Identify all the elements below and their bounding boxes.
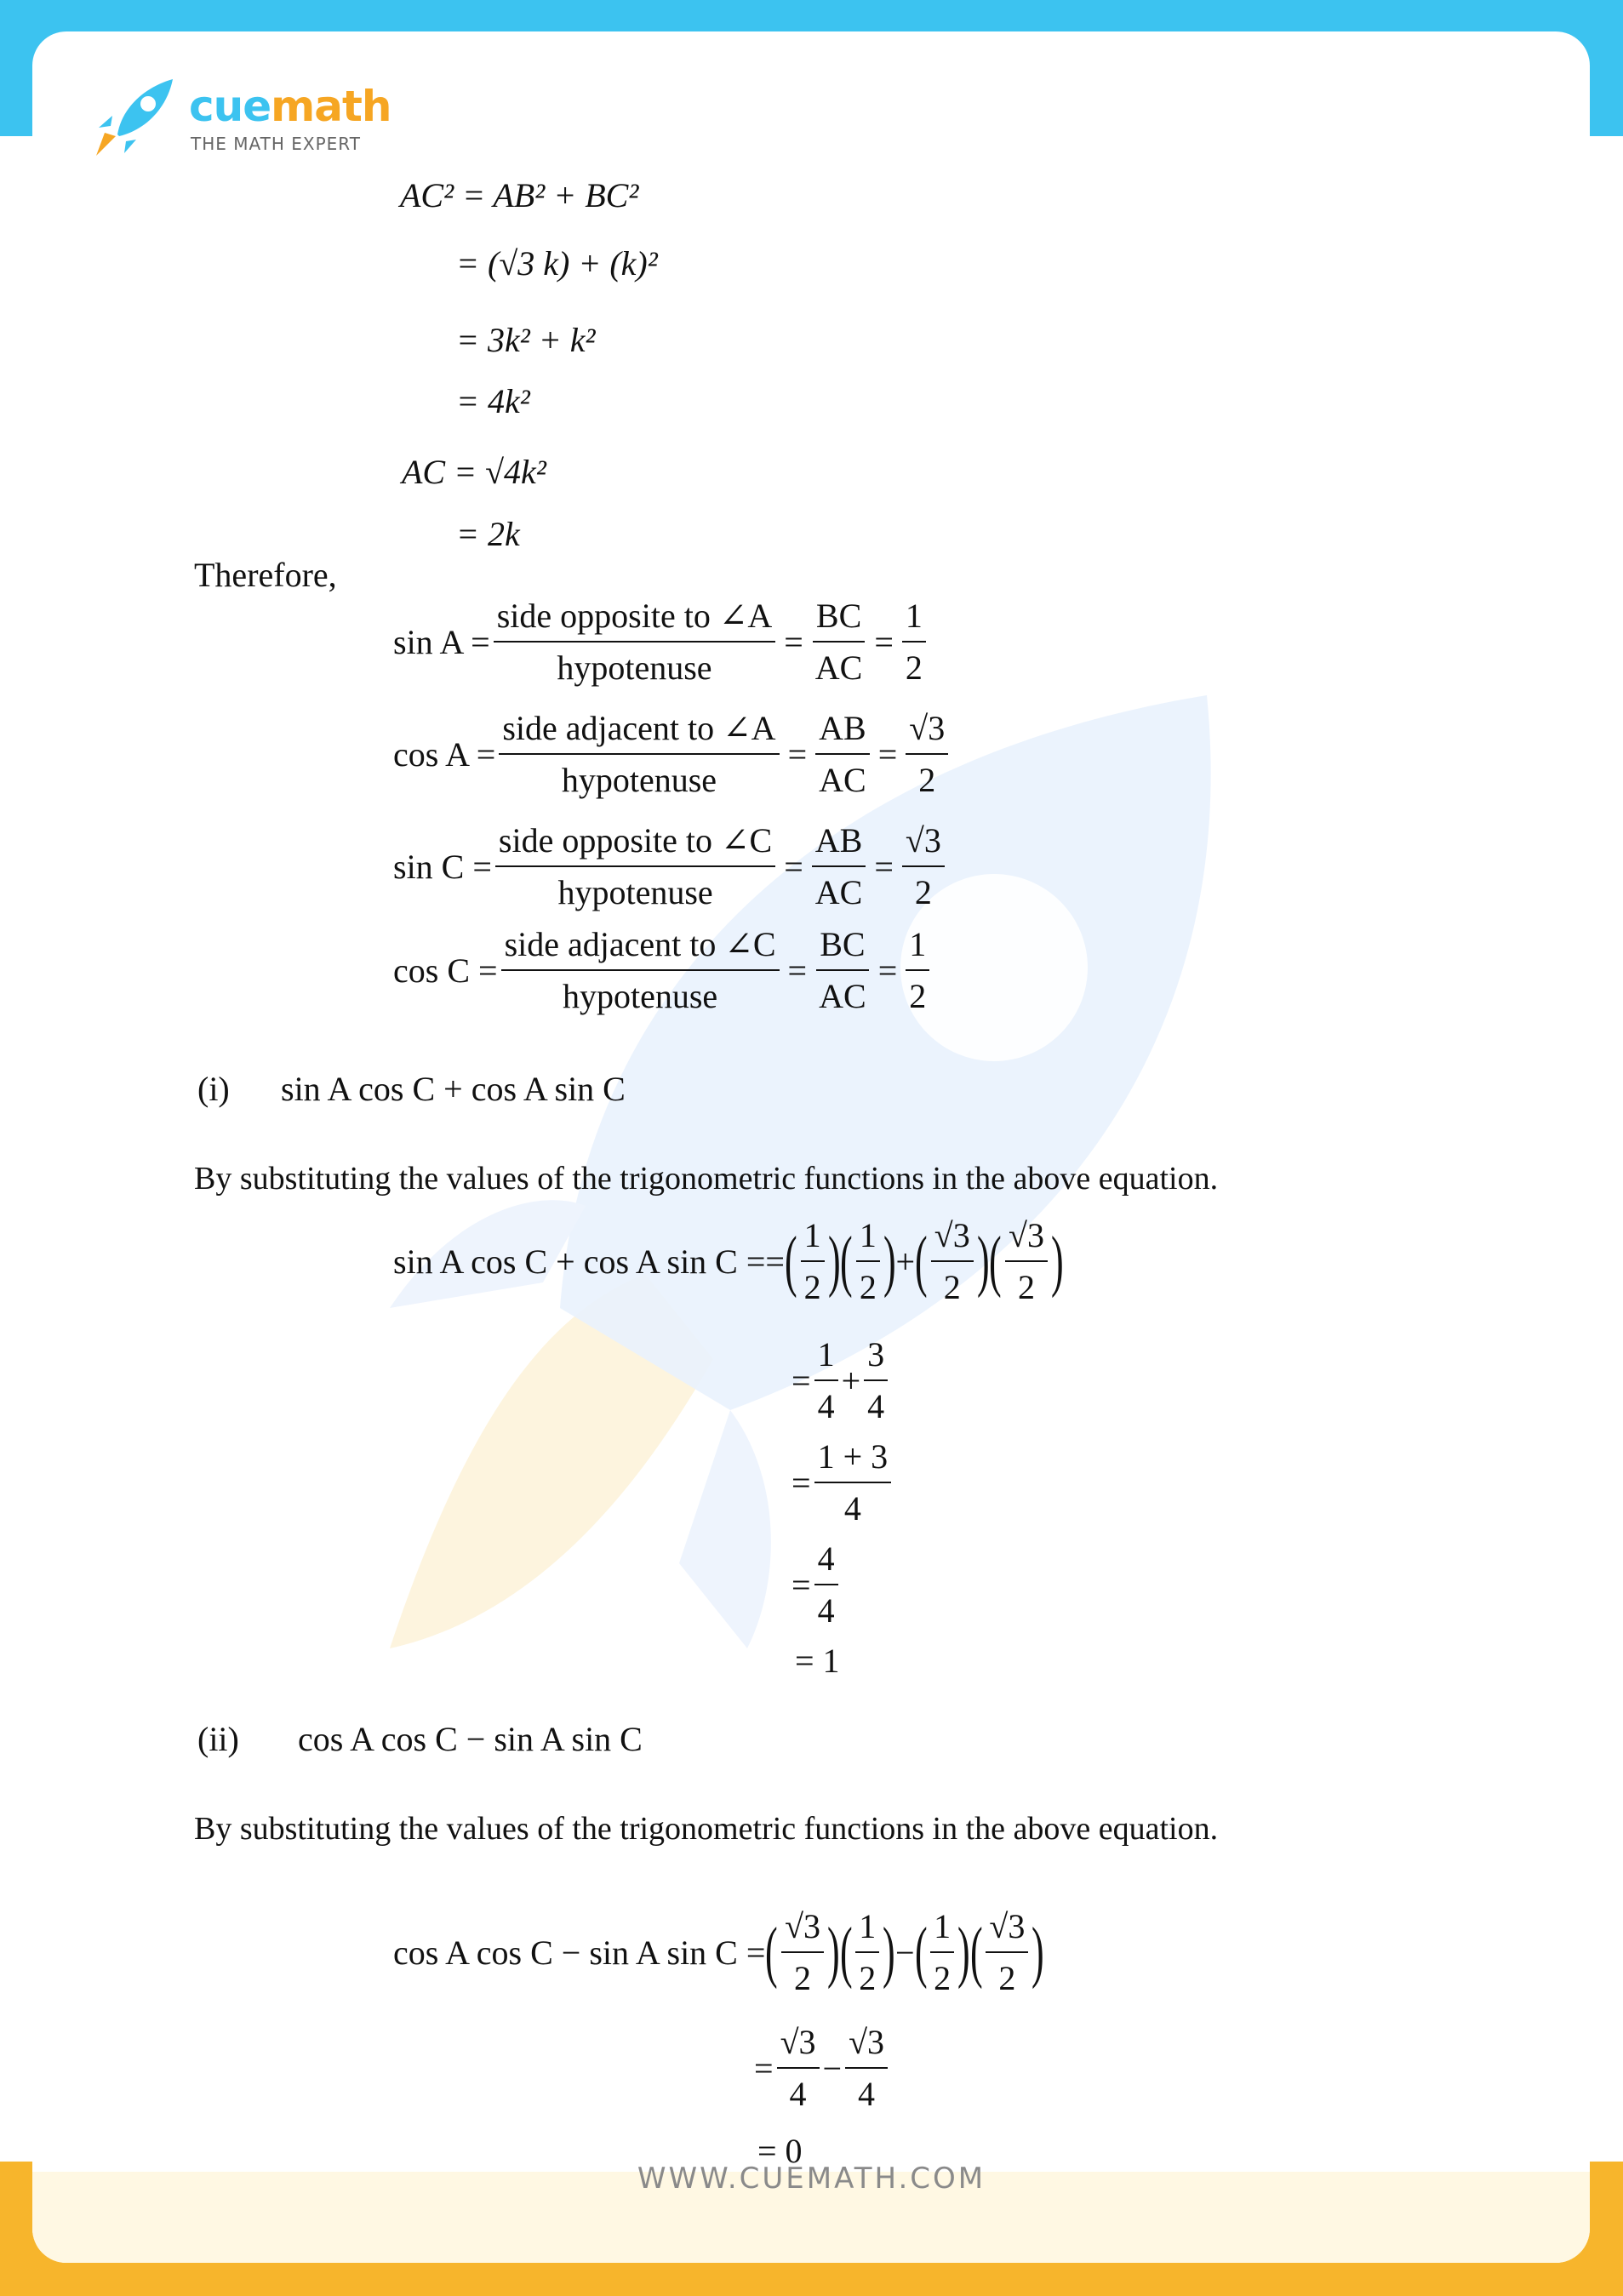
equals-sign: = (787, 734, 808, 774)
ratio-value-denominator: 2 (918, 761, 936, 799)
equals-sign: = (791, 1463, 811, 1502)
ratio-side-denominator: AC (814, 873, 863, 911)
fraction-numerator: √3 (931, 1215, 974, 1262)
part-i-substitution: sin A cos C + cos A sin C == ( $\frac{1}{2}$ ) ( $\frac{1}{2}$ ) + ( $\frac{√3}{2}$ ) ( $\frac{√3}{2}$ ) (393, 1216, 1064, 1306)
ratio-value-numerator: √3 (906, 708, 948, 755)
part-i-step-2 (791, 1334, 891, 1426)
ratio-lhs: sin C = (393, 847, 492, 886)
ratio-row (393, 596, 929, 688)
ratio-side-numerator: AB (815, 708, 870, 755)
part-ii-step-2 (754, 2022, 891, 2114)
ratio-lhs: sin A = (393, 622, 490, 661)
ratio-numerator: side adjacent to ∠C (501, 924, 780, 971)
ratio-lhs: cos A = (393, 734, 496, 774)
equals-sign: = (787, 951, 808, 990)
plus-sign: + (895, 1242, 916, 1281)
ratio-side-numerator: BC (816, 924, 868, 971)
ratio-numerator: side opposite to ∠C (495, 820, 775, 867)
part-ii-lhs: cos A cos C − sin A sin C = (393, 1933, 766, 1972)
ratio-denominator: hypotenuse (557, 648, 712, 687)
ratio-numerator: side adjacent to ∠A (499, 708, 779, 755)
ratio-side-denominator: AC (819, 761, 866, 799)
fraction-numerator: 1 (801, 1215, 825, 1262)
ratio-value-numerator: 1 (902, 596, 926, 643)
fraction-denominator: 2 (934, 1959, 952, 1997)
fraction-numerator: √3 (986, 1906, 1028, 1953)
fraction-numerator: √3 (781, 1906, 824, 1953)
fraction-numerator: 1 + 3 (814, 1436, 892, 1483)
fraction-denominator: 2 (859, 1268, 877, 1306)
fraction-numerator: √3 (845, 2022, 888, 2069)
fraction-denominator: 4 (867, 1387, 885, 1425)
fraction-denominator: 4 (858, 2075, 876, 2113)
ratio-value-numerator: √3 (902, 820, 945, 867)
minus-sign: − (822, 2048, 843, 2088)
fraction-numerator: 4 (814, 1539, 838, 1585)
fraction-denominator: 2 (859, 1959, 877, 1997)
part-i-step-3 (791, 1436, 894, 1528)
pythagoras-line-3: = 3k² + k² (456, 321, 596, 359)
fraction-numerator: √3 (777, 2022, 820, 2069)
equals-sign: = (877, 951, 898, 990)
equals-sign: = (754, 2048, 774, 2088)
pythagoras-line-6: = 2k (456, 515, 520, 553)
ratio-denominator: hypotenuse (561, 761, 717, 799)
fraction-denominator: 4 (843, 1489, 861, 1528)
equals-sign: = (791, 1565, 811, 1604)
ratio-side-numerator: AB (812, 820, 866, 867)
fraction-denominator: 2 (943, 1268, 961, 1306)
pythagoras-line-5: AC = √4k² (402, 453, 546, 491)
part-i-expression: sin A cos C + cos A sin C (281, 1070, 626, 1108)
ratio-numerator: side opposite to ∠A (494, 596, 776, 643)
part-i-lhs: sin A cos C + cos A sin C == (393, 1242, 785, 1281)
part-ii-label: (ii) (197, 1720, 239, 1758)
fraction-denominator: 4 (789, 2075, 807, 2113)
fraction-denominator: 2 (998, 1959, 1016, 1997)
ratio-side-numerator: BC (813, 596, 865, 643)
fraction-numerator: 1 (814, 1334, 838, 1381)
ratio-value-numerator: 1 (906, 924, 929, 971)
part-ii-substitution: cos A cos C − sin A sin C = ( $\frac{√3}{2}$ ) ( $\frac{1}{2}$ ) − ( $\frac{1}{2}$ ) ( $\frac{√3}{2}$ ) (393, 1907, 1045, 1997)
equals-sign: = (877, 734, 898, 774)
equals-sign: = (784, 847, 803, 886)
ratio-denominator: hypotenuse (557, 873, 713, 911)
part-ii-expression: cos A cos C − sin A sin C (298, 1720, 643, 1758)
fraction-numerator: 1 (855, 1906, 879, 1953)
fraction-denominator: 2 (1017, 1268, 1035, 1306)
ratio-value-denominator: 2 (905, 648, 923, 687)
part-i-step-4 (791, 1539, 842, 1631)
fraction-denominator: 2 (803, 1268, 821, 1306)
part-ii-intro: By substituting the values of the trigonometric functions in the above equation. (194, 1811, 1219, 1847)
part-ii-result: = 0 (757, 2132, 803, 2170)
fraction-denominator: 4 (817, 1591, 835, 1630)
cuemath-rocket-logo-icon (92, 75, 177, 160)
ratio-value-denominator: 2 (909, 977, 927, 1015)
pythagoras-line-1: AC² = AB² + BC² (400, 176, 639, 214)
ratio-side-denominator: AC (814, 648, 863, 687)
ratio-lhs: cos C = (393, 951, 498, 990)
part-i-label: (i) (197, 1070, 230, 1108)
equals-sign: = (874, 622, 894, 661)
brand-name: cuemath (189, 82, 391, 131)
equals-sign: = (791, 1361, 811, 1400)
plus-sign: + (841, 1361, 861, 1400)
ratio-denominator: hypotenuse (562, 977, 718, 1015)
part-i-intro: By substituting the values of the trigonometric functions in the above equation. (194, 1161, 1219, 1197)
website-url: WWW.CUEMATH.COM (637, 2162, 986, 2196)
fraction-numerator: 3 (864, 1334, 888, 1381)
ratio-row (393, 924, 933, 1016)
fraction-numerator: √3 (1005, 1215, 1048, 1262)
fraction-numerator: 1 (930, 1906, 954, 1953)
ratio-value-denominator: 2 (914, 873, 932, 911)
equals-sign: = (784, 622, 803, 661)
minus-sign: − (894, 1933, 915, 1972)
fraction-denominator: 4 (817, 1387, 835, 1425)
ratio-row (393, 820, 948, 912)
pythagoras-line-2: = (√3 k) + (k)² (456, 244, 658, 283)
ratio-side-denominator: AC (819, 977, 866, 1015)
pythagoras-line-4: = 4k² (456, 382, 530, 420)
therefore-label: Therefore, (194, 556, 337, 594)
part-i-result: = 1 (795, 1642, 840, 1680)
equals-sign: = (874, 847, 894, 886)
fraction-denominator: 2 (794, 1959, 812, 1997)
brand-tagline: THE MATH EXPERT (191, 134, 361, 154)
ratio-row (393, 708, 952, 800)
fraction-numerator: 1 (856, 1215, 880, 1262)
